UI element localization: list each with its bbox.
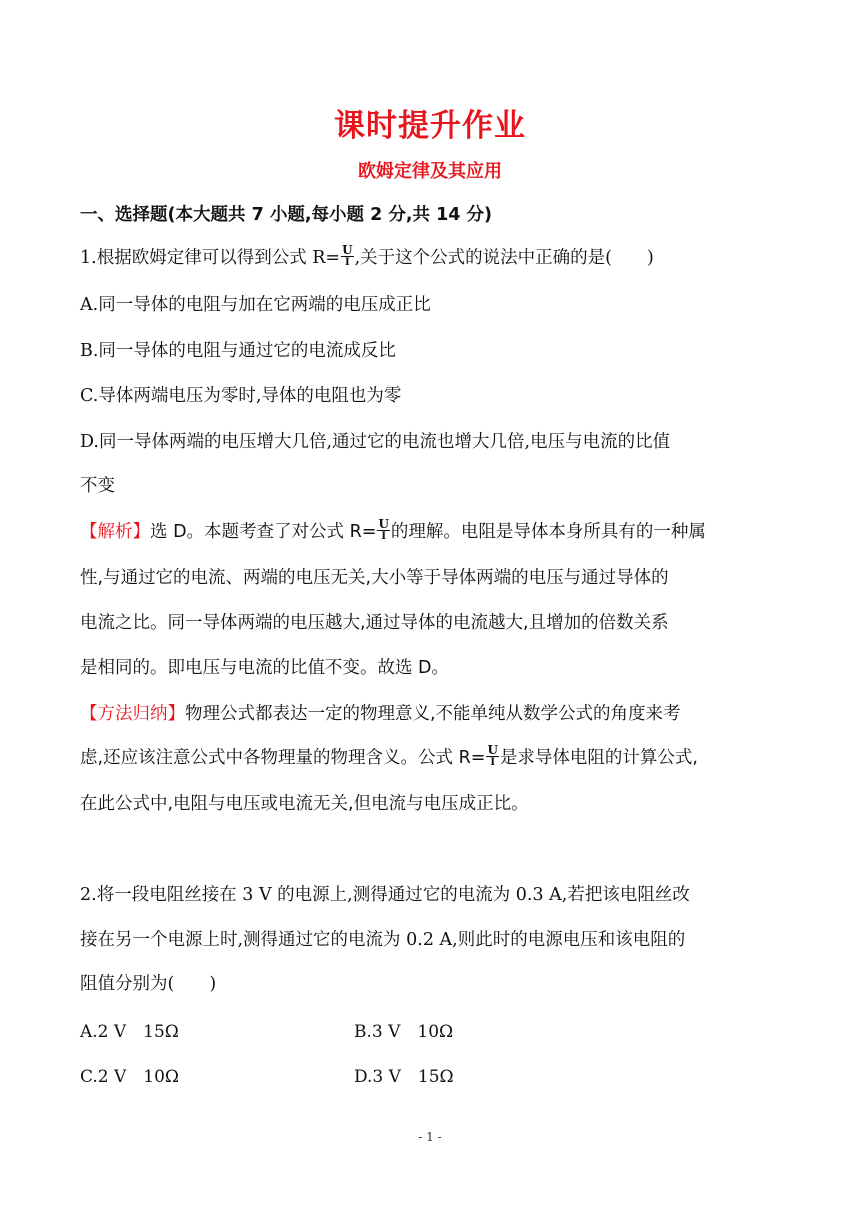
- analysis-line-3: 电流之比。同一导体两端的电压越大,通过导体的电流越大,且增加的倍数关系: [80, 613, 669, 633]
- question-2-option-d: D.3 V 15Ω: [354, 1067, 454, 1087]
- method-formula-denominator: I: [490, 757, 496, 768]
- method-text-2-tail: 是求导体电阻的计算公式,: [499, 748, 698, 768]
- method-line-1: [80, 702, 780, 726]
- question-1-stem-text: 1.根据欧姆定律可以得到公式 R=: [80, 248, 341, 268]
- page-title: 课时提升作业: [334, 108, 526, 144]
- formula-denominator: I: [345, 257, 350, 268]
- method-tag: 【方法归纳】: [80, 704, 185, 724]
- method-formula-numerator: U: [487, 743, 498, 757]
- question-1-option-a: A.同一导体的电阻与加在它两端的电压成正比: [80, 295, 431, 315]
- method-formula-fraction: [486, 744, 498, 769]
- analysis-formula-fraction: [377, 518, 389, 543]
- method-text: 物理公式都表达一定的物理意义,不能单纯从数学公式的角度来考: [185, 704, 681, 724]
- question-1-option-d-continued: 不变: [80, 476, 115, 496]
- method-line-3: 在此公式中,电阻与电压或电流无关,但电流与电压成正比。: [80, 794, 529, 814]
- method-line-2: [80, 743, 780, 771]
- question-2-line-2: 接在另一个电源上时,测得通过它的电流为 0.2 A,则此时的电源电压和该电阻的: [80, 930, 686, 950]
- question-1-stem-tail: ,关于这个公式的说法中正确的是( ): [354, 248, 654, 268]
- analysis-text: 选 D。本题考查了对公式 R=: [150, 522, 377, 542]
- analysis-text-tail: 的理解。电阻是导体本身所具有的一种属: [390, 522, 706, 542]
- section-heading: 一、选择题(本大题共 7 小题,每小题 2 分,共 14 分): [80, 205, 493, 225]
- page-subtitle: 欧姆定律及其应用: [358, 161, 502, 182]
- method-text-2: 虑,还应该注意公式中各物理量的物理含义。公式 R=: [80, 748, 486, 768]
- formula-numerator: U: [342, 243, 353, 257]
- question-2-line-3: 阻值分别为( ): [80, 974, 217, 994]
- question-2-line-1: 2.将一段电阻丝接在 3 V 的电源上,测得通过它的电流为 0.3 A,若把该电阻丝改: [80, 885, 690, 905]
- page-number: - 1 -: [418, 1130, 442, 1144]
- question-2-option-a: A.2 V 15Ω: [80, 1022, 179, 1042]
- analysis-line-2: 性,与通过它的电流、两端的电压无关,大小等于导体两端的电压与通过导体的: [80, 568, 669, 588]
- analysis-line-4: 是相同的。即电压与电流的比值不变。故选 D。: [80, 658, 450, 678]
- question-1-stem: [80, 243, 780, 271]
- formula-fraction: [341, 244, 353, 269]
- analysis-formula-denominator: I: [381, 531, 387, 542]
- question-1-option-d: D.同一导体两端的电压增大几倍,通过它的电流也增大几倍,电压与电流的比值: [80, 432, 671, 452]
- question-2-option-c: C.2 V 10Ω: [80, 1067, 180, 1087]
- question-2-option-b: B.3 V 10Ω: [354, 1022, 454, 1042]
- analysis-tag: 【解析】: [80, 522, 150, 542]
- analysis-line-1: [80, 517, 780, 545]
- question-1-option-c: C.导体两端电压为零时,导体的电阻也为零: [80, 386, 402, 406]
- question-1-option-b: B.同一导体的电阻与通过它的电流成反比: [80, 341, 396, 361]
- analysis-formula-numerator: U: [378, 517, 389, 531]
